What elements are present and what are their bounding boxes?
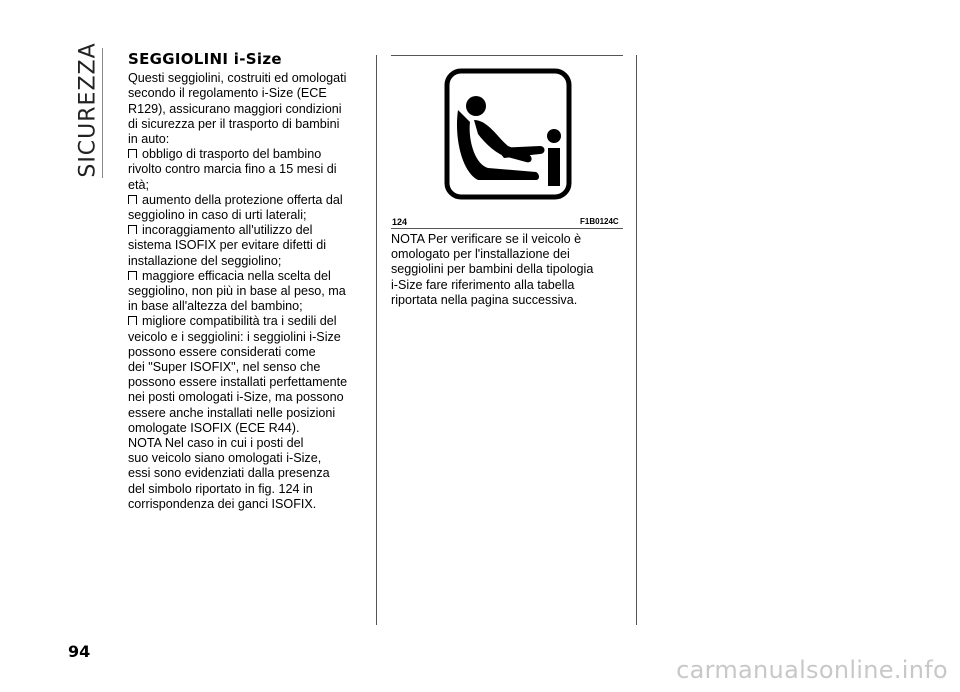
note-line: del simbolo riportato in fig. 124 in xyxy=(128,481,313,496)
bullet-line: in base all'altezza del bambino; xyxy=(128,299,303,314)
bullet-icon xyxy=(128,271,137,280)
bullet-line: obbligo di trasporto del bambino xyxy=(142,147,322,162)
intro-line: Questi seggiolini, costruiti ed omologati xyxy=(128,71,347,86)
bullet-line: età; xyxy=(128,177,150,192)
bullet-icon xyxy=(128,149,137,158)
bullet-line: migliore compatibilità tra i sedili del xyxy=(142,314,337,329)
intro-paragraph xyxy=(128,71,368,147)
section-heading: SEGGIOLINI i-Size xyxy=(128,50,282,68)
page-number: 94 xyxy=(68,642,91,661)
bullet-item xyxy=(128,147,368,193)
right-column xyxy=(391,232,626,308)
bullet-icon xyxy=(128,316,137,325)
bullet-item xyxy=(128,269,368,315)
intro-line: secondo il regolamento i-Size (ECE xyxy=(128,86,327,101)
section-tab-rule xyxy=(102,48,103,178)
intro-line: in auto: xyxy=(128,132,170,147)
left-column xyxy=(128,52,368,512)
note-line: NOTA Per verificare se il veicolo è xyxy=(391,232,582,246)
column-divider xyxy=(376,55,377,625)
bullet-icon xyxy=(128,225,137,234)
note-line: corrispondenza dei ganci ISOFIX. xyxy=(128,496,317,511)
bullet-line: seggiolino, non più in base al peso, ma xyxy=(128,284,346,299)
note-line: i-Size fare riferimento alla tabella xyxy=(391,277,575,292)
column-divider xyxy=(636,55,637,625)
bullet-line: installazione del seggiolino; xyxy=(128,253,282,268)
bullet-line: aumento della protezione offerta dal xyxy=(142,192,343,207)
bullet-line: seggiolino in caso di urti laterali; xyxy=(128,208,307,223)
note-line: essi sono evidenziati dalla presenza xyxy=(128,466,330,481)
bullet-item xyxy=(128,193,368,223)
bullet-icon xyxy=(128,195,137,204)
section-tab-label: SICUREZZA xyxy=(75,42,101,178)
note-line: NOTA Nel caso in cui i posti del xyxy=(128,436,304,451)
bullet-line: incoraggiamento all'utilizzo del xyxy=(142,223,313,238)
note-line: seggiolini per bambini della tipologia xyxy=(391,262,594,277)
note-line: riportata nella pagina successiva. xyxy=(391,292,578,307)
i-size-child-seat-icon xyxy=(444,68,572,200)
bullet-line: maggiore efficacia nella scelta del xyxy=(142,268,331,283)
bullet-item xyxy=(128,314,368,436)
bullet-line: possono essere installati perfettamente xyxy=(128,375,348,390)
bullet-item xyxy=(128,223,368,269)
note-paragraph xyxy=(391,232,626,308)
figure-top-rule xyxy=(391,55,623,56)
bullet-line: possono essere considerati come xyxy=(128,344,316,359)
figure-number: 124 xyxy=(392,217,408,227)
intro-line: di sicurezza per il trasporto di bambini xyxy=(128,116,340,131)
bullet-line: dei "Super ISOFIX", nel senso che xyxy=(128,360,321,375)
bullet-line: omologate ISOFIX (ECE R44). xyxy=(128,420,300,435)
note-line: suo veicolo siano omologati i-Size, xyxy=(128,451,322,466)
bullet-line: nei posti omologati i-Size, ma possono xyxy=(128,390,344,405)
watermark: carmanualsonline.info xyxy=(676,656,948,684)
bullet-line: sistema ISOFIX per evitare difetti di xyxy=(128,238,327,253)
intro-line: R129), assicurano maggiori condizioni xyxy=(128,101,342,116)
figure-code: F1B0124C xyxy=(580,217,619,226)
note-paragraph xyxy=(128,436,368,512)
bullet-line: veicolo e i seggiolini: i seggiolini i-Size xyxy=(128,329,341,344)
figure-bottom-rule xyxy=(391,228,623,229)
bullet-line: rivolto contro marcia fino a 15 mesi di xyxy=(128,162,337,177)
bullet-line: essere anche installati nelle posizioni xyxy=(128,405,336,420)
note-line: omologato per l'installazione dei xyxy=(391,247,570,262)
